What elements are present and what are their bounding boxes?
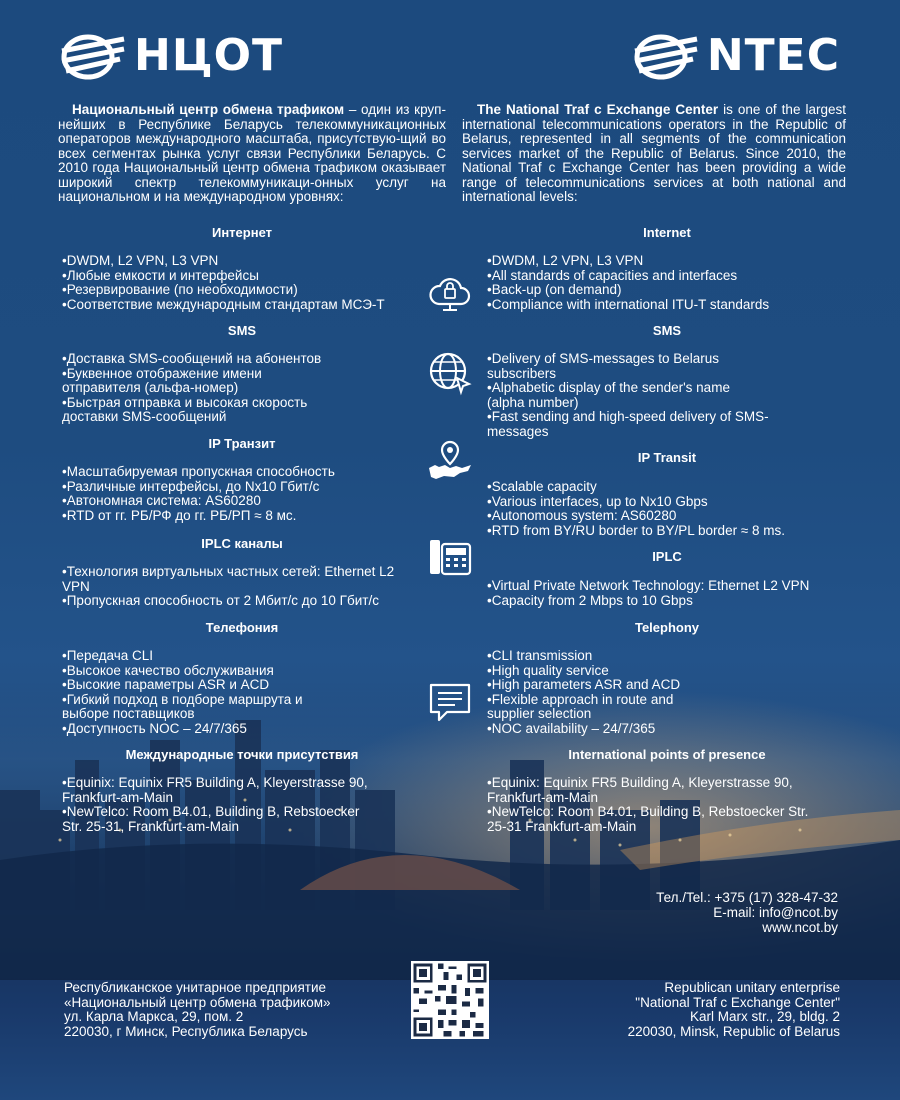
section-list-iplc-ru: [62, 565, 394, 609]
intro-ru-bold: Национальный центр обмена трафиком: [72, 102, 345, 117]
list-item: •Equinix: Equinix FR5 Building A, Kleyerstrasse 90,: [487, 775, 793, 790]
section-list-iplc-en: [487, 579, 809, 608]
section-list-ip-transit-ru: [62, 465, 335, 523]
section-title-ip-transit-ru: IP Транзит: [208, 436, 276, 451]
footer-line: Республиканское унитарное предприятие: [64, 980, 326, 995]
list-item: •Alphabetic display of the sender's name: [487, 380, 730, 395]
section-title-iplc-en: IPLC: [652, 549, 682, 564]
section-title-internet-en: Internet: [643, 225, 691, 240]
list-item: •Virtual Private Network Technology: Ethernet L2 VPN: [487, 578, 810, 593]
footer-line: «Национальный центр обмена трафиком»: [64, 994, 331, 1010]
list-item: •Гибкий подход в подборе маршрута и: [62, 691, 303, 707]
section-title-sms-en: SMS: [652, 323, 682, 338]
list-item: •Scalable capacity: [487, 479, 597, 494]
list-item: 25-31 Frankfurt-am-Main: [487, 818, 637, 834]
services-ru: [62, 0, 414, 1100]
list-item: (alpha number): [487, 394, 579, 410]
list-item: •Быстрая отправка и высокая скорость: [62, 394, 308, 410]
list-item: Frankfurt-am-Main: [62, 789, 174, 805]
section-title-iplc-ru: IPLC каналы: [201, 536, 283, 551]
map-pin-icon: [427, 438, 473, 484]
footer-line: 220030, Minsk, Republic of Belarus: [627, 1023, 840, 1039]
section-title-internet-ru: Интернет: [211, 225, 272, 240]
section-title-pop-en: International points of presence: [568, 747, 766, 762]
list-item: •CLI transmission: [487, 648, 593, 663]
section-title-telephony-en: Telephony: [634, 620, 700, 635]
contacts-block: [656, 890, 838, 935]
list-item: Str. 25-31, Frankfurt-am-Main: [62, 818, 240, 834]
list-item: •NewTelco: Room B4.01, Building B, Rebstoecker Str.: [487, 804, 809, 819]
list-item: •Технология виртуальных частных сетей: Ethernet L2: [62, 564, 395, 579]
services-en: [487, 0, 847, 1100]
list-item: subscribers: [487, 365, 557, 381]
list-item: supplier selection: [487, 706, 592, 721]
list-item: VPN: [62, 578, 90, 594]
list-item: •NewTelco: Room B4.01, Building B, Rebstoecker: [62, 804, 360, 819]
list-item: •Capacity from 2 Mbps to 10 Gbps: [487, 592, 693, 608]
contact-email[interactable]: E-mail: info@ncot.by: [713, 905, 838, 920]
list-item: доставки SMS-сообщений: [62, 409, 227, 424]
section-title-pop-ru: Международные точки присутствия: [125, 747, 359, 762]
list-item: •Любые емкости и интерфейсы: [62, 267, 259, 283]
list-item: •RTD от гг. РБ/РФ до гг. РБ/РП ≈ 8 мс.: [62, 507, 297, 523]
list-item: •Delivery of SMS-messages to Belarus: [487, 351, 720, 366]
contact-phone: Тел./Tel.: +375 (17) 328-47-32: [656, 890, 838, 905]
section-list-telephony-en: [487, 649, 680, 736]
list-item: •Доставка SMS-сообщений на абонентов: [62, 351, 322, 366]
list-item: •NOC availability – 24/7/365: [487, 720, 656, 736]
list-item: •Доступность NOC – 24/7/365: [62, 720, 247, 736]
list-item: Frankfurt-am-Main: [487, 789, 599, 805]
section-list-pop-ru: [62, 776, 368, 834]
section-title-ip-transit-en: IP Transit: [637, 450, 697, 465]
list-item: •Резервирование (по необходимости): [62, 282, 298, 297]
globe-cursor-icon: [427, 350, 473, 396]
footer-line: "National Traf c Exchange Center": [635, 994, 840, 1010]
ncot-logo-text: НЦОТ: [134, 30, 284, 81]
list-item: •All standards of capacities and interfaces: [487, 267, 738, 283]
ntec-logo-text: NTEC: [706, 30, 840, 81]
section-list-internet-ru: [62, 254, 385, 312]
footer-line: ул. Карла Маркса, 29, пом. 2: [64, 1009, 244, 1024]
list-item: •RTD from BY/RU border to BY/PL border ≈ 8 ms.: [487, 522, 785, 538]
footer-line: 220030, г Минск, Республика Беларусь: [64, 1023, 308, 1039]
list-item: •Various interfaces, up to Nx10 Gbps: [487, 493, 708, 509]
chat-message-icon: [427, 680, 473, 726]
list-item: •Flexible approach in route and: [487, 691, 674, 707]
list-item: •Высокое качество обслуживания: [62, 662, 274, 678]
section-title-telephony-ru: Телефония: [205, 620, 279, 635]
list-item: •Equinix: Equinix FR5 Building A, Kleyerstrasse 90,: [62, 775, 368, 790]
section-list-internet-en: [487, 254, 769, 312]
list-item: •Пропускная способность от 2 Мбит/с до 10 Гбит/с: [62, 593, 379, 608]
section-list-pop-en: [487, 776, 808, 834]
list-item: •Автономная система: AS60280: [62, 493, 261, 508]
list-item: •Буквенное отображение имени: [62, 365, 262, 381]
list-item: •Fast sending and high-speed delivery of SMS-: [487, 409, 769, 424]
section-list-sms-en: [487, 352, 769, 439]
footer-line: Republican unitary enterprise: [664, 980, 840, 995]
list-item: •Различные интерфейсы, до Nx10 Гбит/с: [62, 478, 320, 494]
list-item: выборе поставщиков: [62, 706, 195, 721]
list-item: •Высокие параметры ASR и ACD: [62, 677, 270, 692]
section-list-ip-transit-en: [487, 480, 785, 538]
list-item: •High quality service: [487, 662, 609, 678]
section-list-telephony-ru: [62, 649, 303, 736]
list-item: отправителя (альфа-номер): [62, 380, 239, 395]
qr-code[interactable]: [411, 961, 489, 1039]
footer-address-en: [628, 981, 840, 1039]
intro-en-text: is one of the largest international telecommunications operators in the Republic of Belarus, represented in all segments of the communication services market of the Republic of Belarus. Since 2010, the National Traf c Exchange Center has been providing a wide range of telecommunications services at both national and international levels:: [462, 102, 846, 204]
footer-line: Karl Marx str., 29, bldg. 2: [689, 1009, 840, 1024]
section-list-sms-ru: [62, 352, 321, 425]
list-item: •Autonomous system: AS60280: [487, 508, 677, 523]
list-item: •DWDM, L2 VPN, L3 VPN: [62, 253, 219, 268]
list-item: •Передача CLI: [62, 648, 154, 663]
footer-address-ru: [64, 981, 331, 1039]
list-item: •High parameters ASR and ACD: [487, 677, 681, 692]
contact-website[interactable]: www.ncot.by: [762, 920, 838, 935]
list-item: •Масштабируемая пропускная способность: [62, 464, 335, 479]
telephone-icon: [427, 534, 473, 580]
list-item: •Compliance with international ITU-T standards: [487, 296, 770, 312]
cloud-lock-icon: [427, 270, 473, 316]
intro-ru-text: – один из круп-нейших в Республике Беларусь телекоммуникационных операторов международного масштаба, присутствую-щий во всех сегментах рынка услуг связи Республики Беларусь. С 2010 года Национальный центр обмена трафиком оказывает широкий спектр телекоммуникаци-онных услуг на национальном и на международном уровнях:: [58, 102, 446, 204]
section-title-sms-ru: SMS: [227, 323, 257, 338]
list-item: •Back-up (on demand): [487, 282, 622, 297]
list-item: •Соответствие международным стандартам МСЭ-Т: [62, 296, 385, 312]
intro-en-bold: The National Traf c Exchange Center: [477, 102, 719, 117]
list-item: messages: [487, 423, 549, 439]
list-item: •DWDM, L2 VPN, L3 VPN: [487, 253, 644, 268]
